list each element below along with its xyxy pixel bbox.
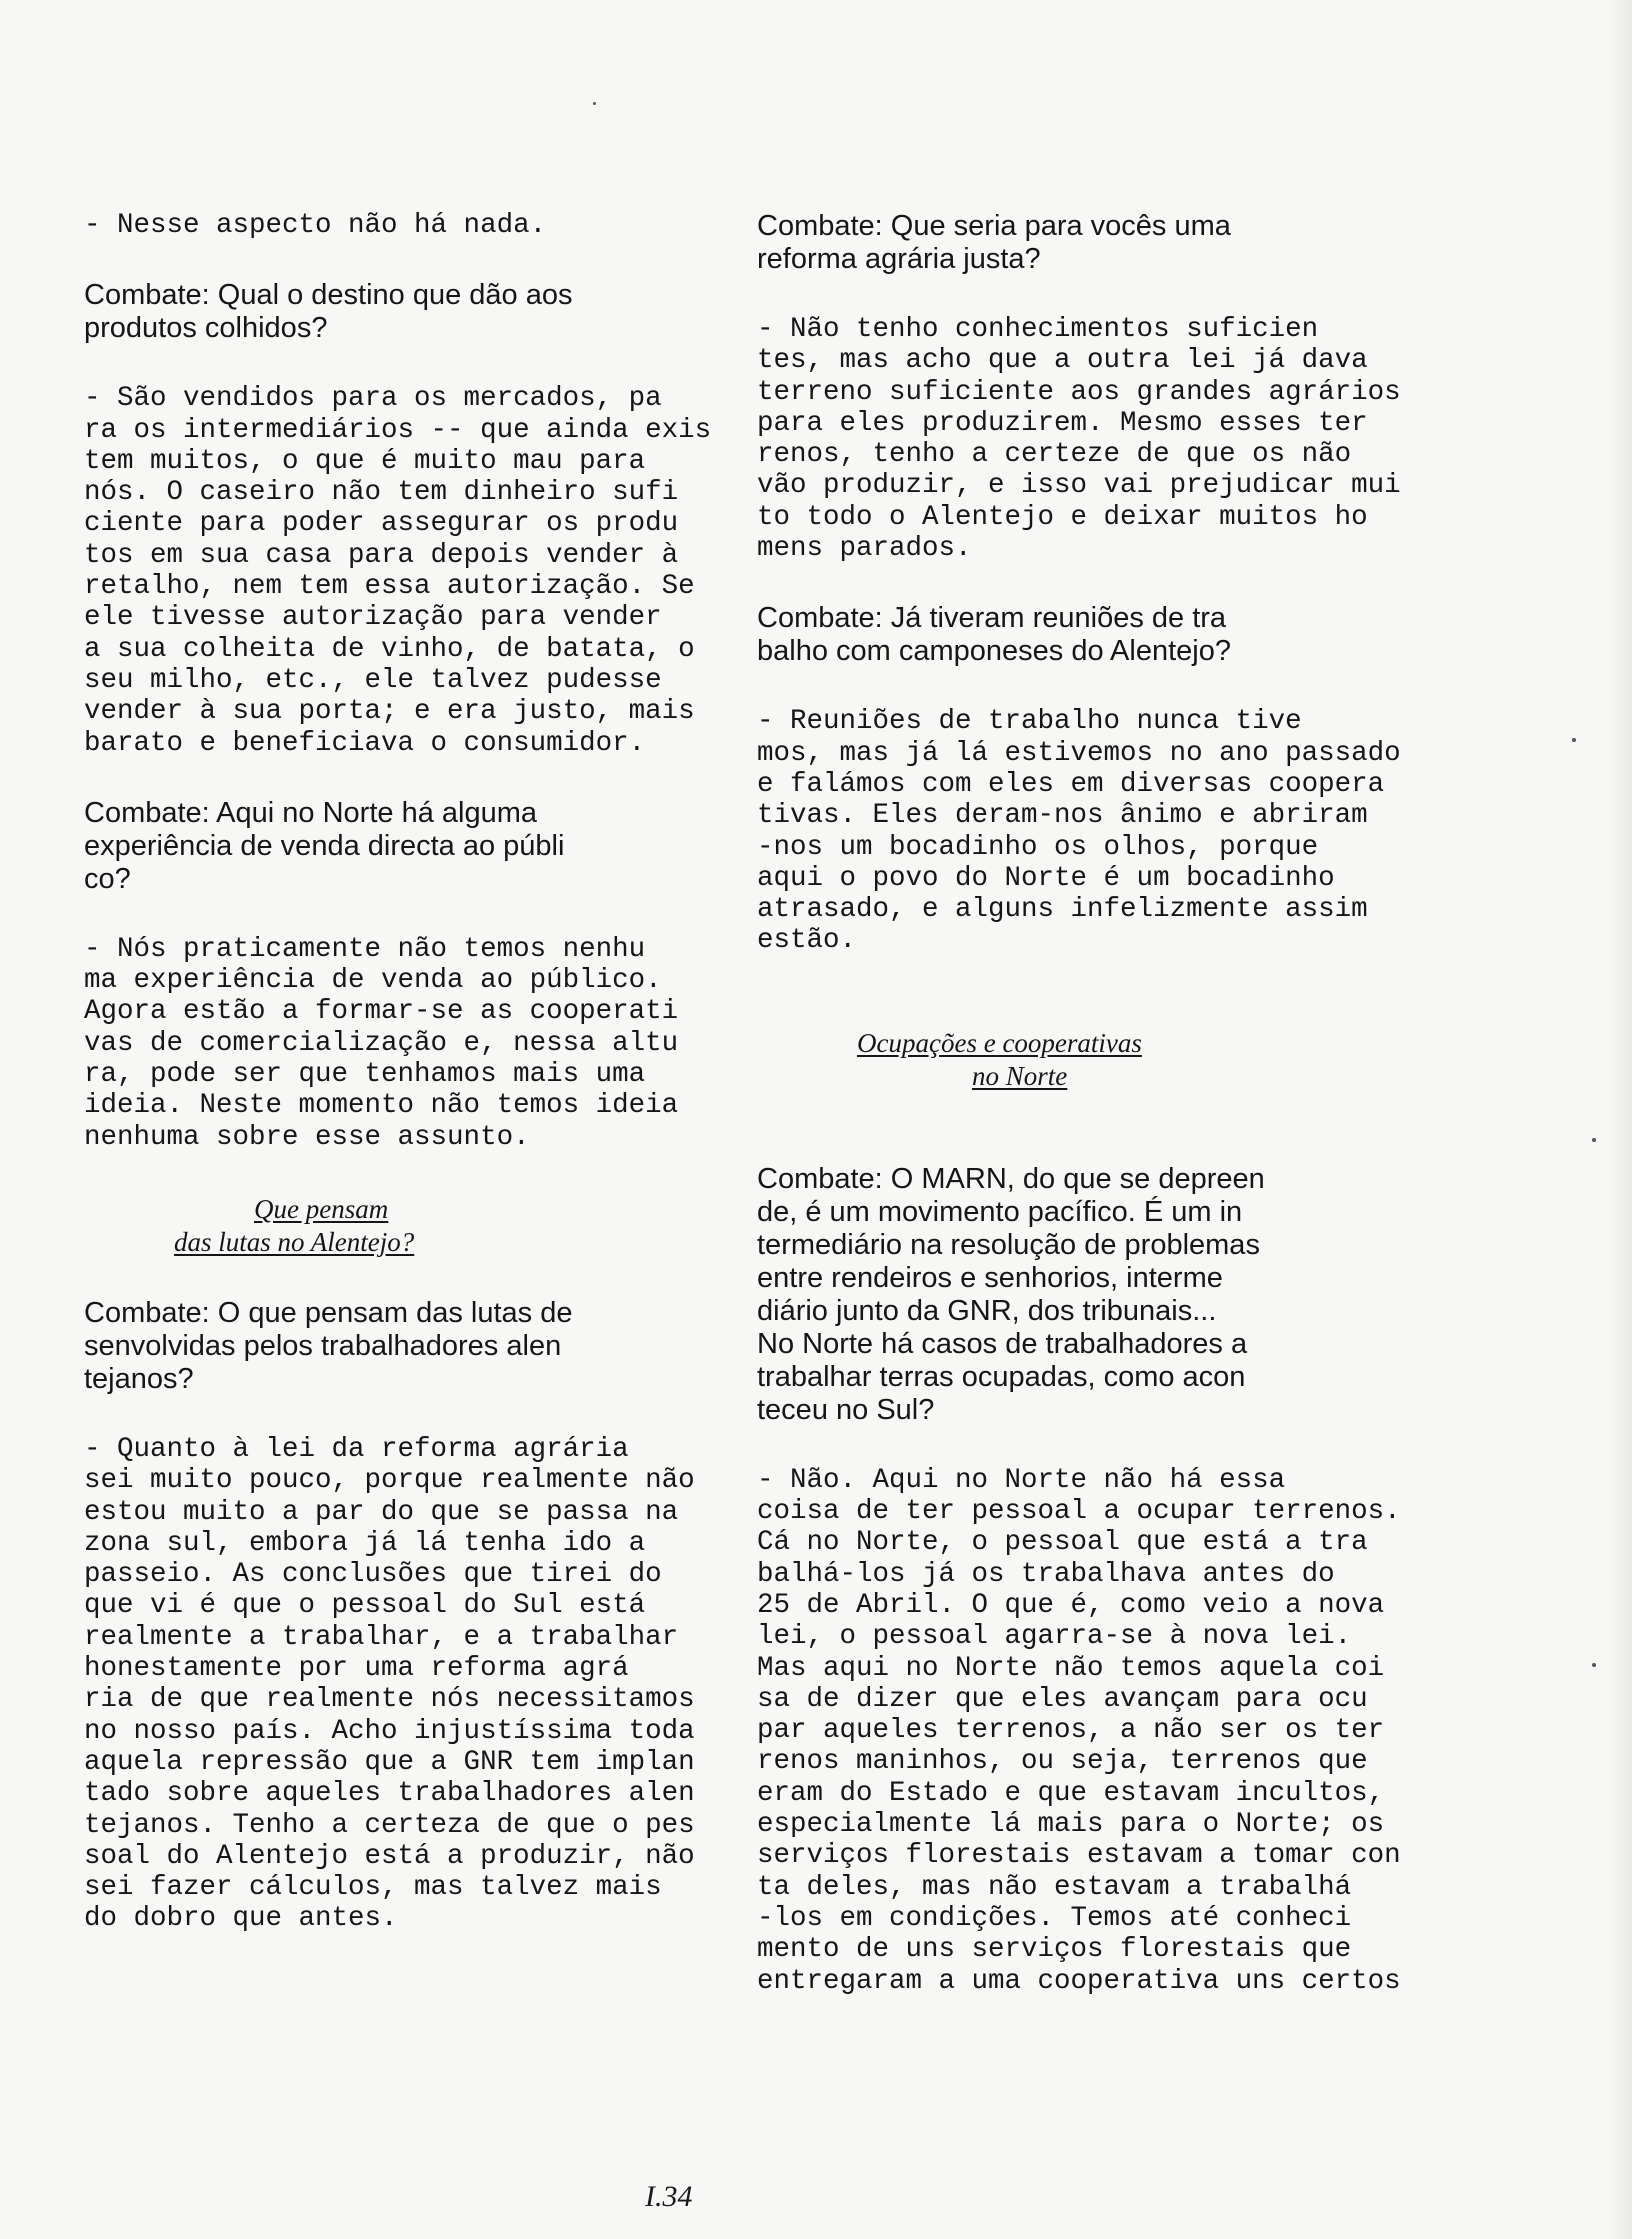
text-line: Combate: Que seria para vocês uma [757, 210, 1231, 242]
text-line: eram do Estado e que estavam incultos, [757, 1777, 1385, 1809]
text-line: Cá no Norte, o pessoal que está a tra [757, 1527, 1368, 1559]
interview-answer [84, 1434, 804, 1935]
text-line: trabalhar terras ocupadas, como acon [757, 1360, 1246, 1393]
scan-speck [1572, 738, 1576, 742]
text-line: - Não tenho conhecimentos suficien [757, 314, 1319, 345]
scan-speck [1592, 1663, 1596, 1667]
scan-speck [593, 102, 596, 105]
text-line: Ocupações e cooperativas [857, 1027, 1142, 1058]
text-line: no Norte [972, 1060, 1068, 1091]
text-line: sa de dizer que eles avançam para ocu [757, 1683, 1368, 1715]
text-line: ta deles, mas não estavam a trabalhá [757, 1871, 1352, 1903]
text-line: termediário na resolução de problemas [757, 1228, 1260, 1261]
text-line: ra, pode ser que tenhamos mais uma [84, 1059, 646, 1091]
section-heading [84, 1193, 804, 1259]
text-line: sei fazer cálculos, mas talvez mais [84, 1872, 662, 1904]
text-line: No Norte há casos de trabalhadores a [757, 1327, 1248, 1360]
text-line: Combate: Aqui no Norte há alguma [84, 796, 537, 829]
text-line: co? [84, 862, 131, 895]
right-column [757, 210, 1457, 2035]
text-line: mento de uns serviços florestais que [757, 1934, 1352, 1966]
text-line: par aqueles terrenos, a não ser os ter [757, 1715, 1385, 1747]
text-line: balho com camponeses do Alentejo? [757, 635, 1231, 668]
text-line: coisa de ter pessoal a ocupar terrenos. [757, 1496, 1401, 1528]
interview-answer [757, 314, 1457, 564]
text-line: tado sobre aqueles trabalhadores alen [84, 1778, 695, 1810]
text-line: nenhuma sobre esse assunto. [84, 1121, 530, 1153]
text-line: a sua colheita de vinho, de batata, o [84, 633, 695, 665]
interview-answer [84, 934, 804, 1153]
text-line: tivas. Eles deram-nos ânimo e abriram [757, 800, 1368, 832]
text-line: entre rendeiros e senhorios, interme [757, 1261, 1223, 1294]
text-line: Que pensam [254, 1193, 389, 1224]
text-line: - Reuniões de trabalho nunca tive [757, 706, 1302, 738]
text-line: tejanos. Tenho a certeza de que o pes [84, 1809, 695, 1841]
text-line: ma experiência de venda ao público. [84, 965, 662, 997]
text-line: ideia. Neste momento não temos ideia [84, 1090, 679, 1122]
text-line: no nosso país. Acho injustíssima toda [84, 1715, 695, 1747]
interview-question [84, 279, 804, 345]
text-line: lei, o pessoal agarra-se à nova lei. [757, 1621, 1352, 1653]
interview-question [757, 210, 1457, 276]
text-line: teceu no Sul? [757, 1393, 935, 1426]
text-line: Combate: Já tiveram reuniões de tra [757, 602, 1227, 635]
section-heading [757, 1027, 1457, 1093]
text-line: - Quanto à lei da reforma agrária [84, 1433, 629, 1465]
text-line: 25 de Abril. O que é, como veio a nova [757, 1589, 1385, 1621]
text-line: passeio. As conclusões que tirei do [84, 1559, 662, 1591]
page-number: I.34 [645, 2180, 693, 2213]
text-line: tem muitos, o que é muito mau para [84, 445, 646, 477]
scan-speck [1592, 1138, 1596, 1142]
text-line: renos, tenho a certeze de que os não [757, 439, 1352, 471]
interview-question [84, 797, 804, 896]
text-line: vas de comercialização e, nessa altu [84, 1027, 679, 1059]
text-line: estão. [757, 925, 857, 957]
text-line: atrasado, e alguns infelizmente assim [757, 894, 1368, 926]
text-line: tos em sua casa para depois vender à [84, 539, 679, 571]
text-line: senvolvidas pelos trabalhadores alen [84, 1329, 562, 1362]
interview-question [757, 1163, 1457, 1427]
text-line: nós. O caseiro não tem dinheiro sufi [84, 477, 679, 509]
text-line: produtos colhidos? [84, 312, 328, 345]
interview-question [757, 602, 1457, 668]
text-line: zona sul, embora já lá tenha ido a [84, 1527, 646, 1559]
text-line: ra os intermediários -- que ainda exis [84, 414, 712, 446]
text-line: to todo o Alentejo e deixar muitos ho [757, 501, 1368, 533]
text-line: ciente para poder assegurar os produ [84, 508, 679, 540]
text-line: entregaram a uma cooperativa uns certos [757, 1965, 1401, 1997]
text-line: aquela repressão que a GNR tem implan [84, 1746, 695, 1778]
text-line: que vi é que o pessoal do Sul está [84, 1590, 646, 1622]
text-line: reforma agrária justa? [757, 243, 1041, 275]
text-line: diário junto da GNR, dos tribunais... [757, 1294, 1217, 1327]
text-line: para eles produzirem. Mesmo esses ter [757, 407, 1368, 439]
text-line: do dobro que antes. [84, 1903, 398, 1935]
text-line: honestamente por uma reforma agrá [84, 1653, 629, 1685]
text-line: tejanos? [84, 1362, 194, 1395]
text-line: Combate: Qual o destino que dão aos [84, 279, 573, 312]
text-line: Combate: O MARN, do que se depreen [757, 1162, 1265, 1195]
text-line: experiência de venda directa ao públi [84, 829, 565, 862]
text-line: sei muito pouco, porque realmente não [84, 1465, 695, 1497]
text-line: mos, mas já lá estivemos no ano passado [757, 737, 1401, 769]
text-line: - São vendidos para os mercados, pa [84, 383, 662, 415]
text-line: especialmente lá mais para o Norte; os [757, 1809, 1385, 1841]
interview-answer [757, 1465, 1457, 1997]
text-line: ele tivesse autorização para vender [84, 602, 662, 634]
text-line: das lutas no Alentejo? [174, 1226, 415, 1257]
text-line: de, é um movimento pacífico. É um in [757, 1195, 1243, 1228]
text-line: retalho, nem tem essa autorização. Se [84, 571, 695, 603]
page-edge-shadow [1610, 0, 1632, 2239]
text-line: vender à sua porta; e era justo, mais [84, 696, 695, 728]
text-line: vão produzir, e isso vai prejudicar mui [757, 470, 1401, 502]
text-line: barato e beneficiava o consumidor. [84, 727, 646, 759]
text-line: e falámos com eles em diversas coopera [757, 768, 1385, 800]
text-line: soal do Alentejo está a produzir, não [84, 1840, 695, 1872]
interview-question [84, 1297, 804, 1396]
text-line: -los em condições. Temos até conheci [757, 1902, 1352, 1934]
text-line: Mas aqui no Norte não temos aquela coi [757, 1652, 1385, 1684]
text-line: -nos um bocadinho os olhos, porque [757, 831, 1319, 863]
text-line: seu milho, etc., ele talvez pudesse [84, 664, 662, 696]
text-line: tes, mas acho que a outra lei já dava [757, 345, 1368, 377]
text-line: - Nesse aspecto não há nada. [84, 210, 547, 241]
text-line: mens parados. [757, 533, 972, 565]
text-line: Agora estão a formar-se as cooperati [84, 996, 679, 1028]
text-line: terreno suficiente aos grandes agrários [757, 376, 1401, 408]
text-line: ria de que realmente nós necessitamos [84, 1684, 695, 1716]
interview-answer [757, 706, 1457, 956]
text-line: estou muito a par do que se passa na [84, 1496, 679, 1528]
text-line: serviços florestais estavam a tomar con [757, 1840, 1401, 1872]
interview-answer [84, 383, 804, 759]
text-line: realmente a trabalhar, e a trabalhar [84, 1621, 679, 1653]
text-line: renos maninhos, ou seja, terrenos que [757, 1746, 1368, 1778]
text-line: - Nós praticamente não temos nenhu [84, 933, 646, 965]
interview-answer [84, 210, 804, 241]
text-line: - Não. Aqui no Norte não há essa [757, 1464, 1286, 1496]
text-line: Combate: O que pensam das lutas de [84, 1296, 573, 1329]
text-line: balhá-los já os trabalhava antes do [757, 1558, 1335, 1590]
text-line: aqui o povo do Norte é um bocadinho [757, 862, 1335, 894]
left-column [84, 210, 804, 1973]
